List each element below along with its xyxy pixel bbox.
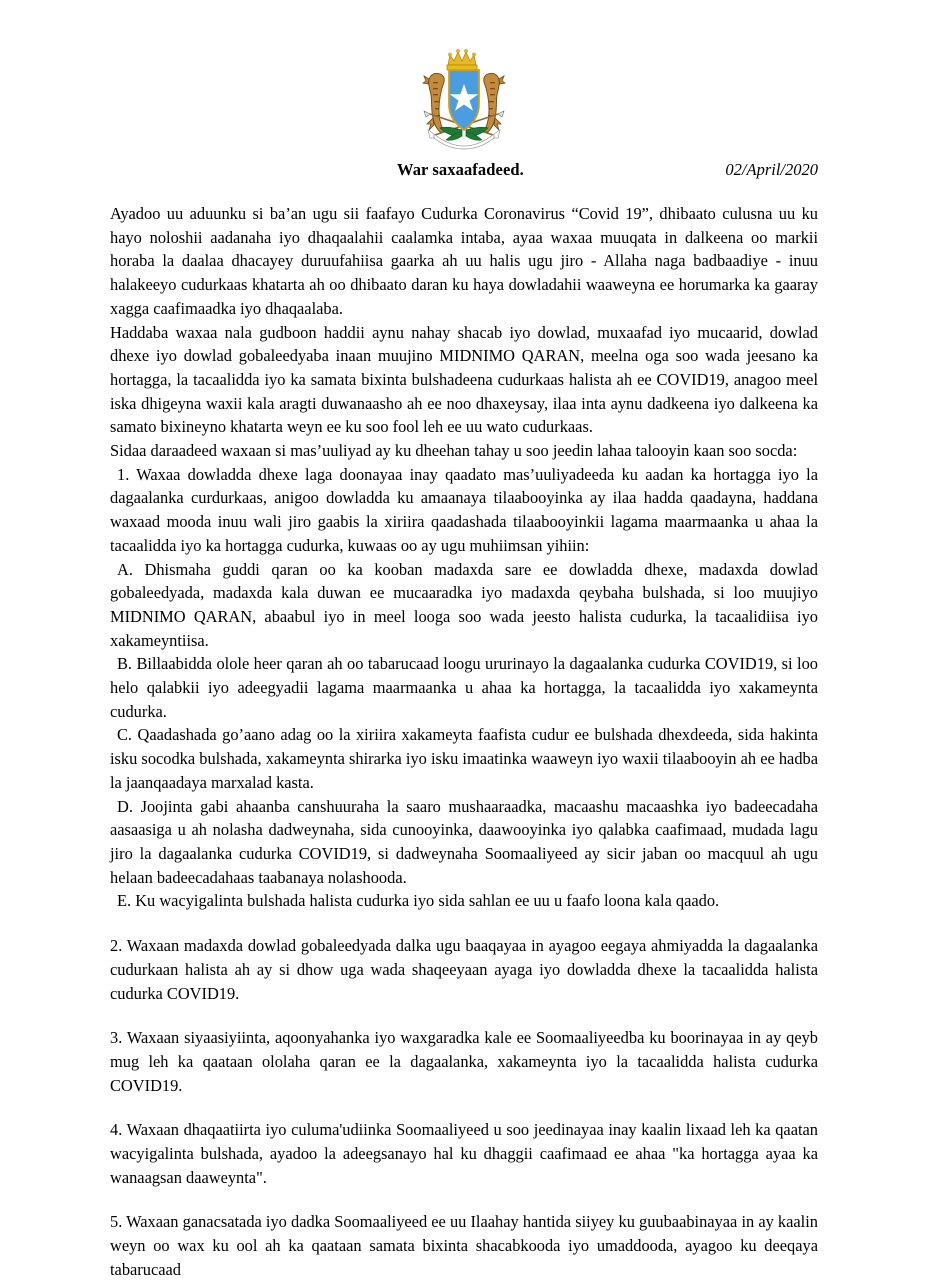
- left-leopard-icon: [423, 73, 444, 132]
- document-body: [110, 202, 818, 1282]
- paragraph-item-5: 5. Waxaan ganacsatada iyo dadka Soomaaliyeed ee uu Ilaahay hantida siiyey ku guubaabinayaa in ay kaalin weyn oo wax ku ool ah ka qaataan samata bixinta shacabkooda iyo umaddooda, ayagoo ku deeqaya tabarucaad: [110, 1212, 818, 1279]
- somalia-coat-of-arms-icon: [404, 46, 524, 150]
- shield-icon: [449, 70, 479, 130]
- crown-icon: [447, 49, 477, 70]
- paragraph-item-1: 1. Waxaa dowladda dhexe laga doonayaa inay qaadato mas’uuliyadeeda ku aadan ka hortagga iyo la dagaalanka curdurkaas, anigoo dowladda ku amaanaya tilaabooyinka ay ilaa hadda qaadayna, haddana waxaad mooda inuu wali jiro gaabis la xiriira qaadashada tilaabooyinkii lagama maarmaanka u ahaa la tacaalidda iyo ka hortagga cudurka, kuwaas oo ay ugu muhiimsan yihiin:: [110, 464, 818, 555]
- emblem-container: [0, 0, 928, 150]
- ribbon-icon: [428, 130, 500, 149]
- paragraph-intro-2: Haddaba waxaa nala gudboon haddii aynu nahay shacab iyo dowlad, muxaafad iyo mucaarid, dowlad dhexe iyo dowlad gobaleedyaba inaan muujino MIDNIMO QARAN, meelna oga soo wada jeesano ka hortagga, la tacaalidda iyo ka samata bixinta bulshadeena cudurkaas halista ah ee COVID19, anagoo meel iska dhigeyna waxii kala aragti duwanaasho ah ee noo dhaxeysay, ilaa inta aynu dadkeena iyo dalkeena ka samato bixineyno khatarta weyn ee ku soo fool leh ee uu wato cudurkaas.: [110, 322, 818, 437]
- page-title: War saxaafadeed.: [397, 160, 524, 179]
- paragraph-item-1b: B. Billaabidda olole heer qaran ah oo tabarucaad loogu ururinayo la dagaalanka cudurka COVID19, si loo helo qalabkii iyo adeegyadii lagama maarmaanka u ahaa ka hortagga, la tacaalidda iyo xakameynta cudurka.: [110, 654, 818, 721]
- paragraph-item-1c: C. Qaadashada go’aano adag oo la xiriira xakameyta faafista cudur ee bulshada dhexdeeda, sida hakinta isku socodka bulshada, xakameynta shirarka iyo isku imaatinka waaweyn iyo waxii tilaabooyin ah ee hadba la jaanqaadaya marxalad kasta.: [110, 725, 818, 792]
- paragraph-item-4: 4. Waxaan dhaqaatiirta iyo culuma'udiinka Soomaaliyeed u soo jeedinayaa inay kaalin lixaad leh ka qaatan wacyigalinta bulshada, ayadoo la adeegsanayo hal ku dhaggii caafimaad ee ahaa "ka hortagga ayaa ka wanaagsan daaweynta".: [110, 1120, 818, 1187]
- paragraph-item-2: 2. Waxaan madaxda dowlad gobaleedyada dalka ugu baaqayaa in ayagoo eegaya ahmiyadda la dagaalanka cudurkaan halista ah ay si dhow uga wada shaqeeyaan ayaga iyo dowladda dhexe la tacaalidda halista cudurka COVID19.: [110, 936, 818, 1003]
- paragraph-intro-1: Ayadoo uu aduunku si ba’an ugu sii faafayo Cudurka Coronavirus “Covid 19”, dhibaato culusna uu ku hayo noloshii aadanaha iyo dhaqaalahii caalamka intaba, ayaa waxaa muuqata in dalkeena oo markii horaba la daalaa dhacayey duruufahiisa gaarka ah uu halis ugu jiro - Allaha naga badbaadiye - inuu halakeeyo cudurkaas khatarta ah oo dhibaato daran ku haya dowladahii waaweyna ee horumarka ka gaaray xagga caafimaadka iyo dhaqaalaba.: [110, 204, 818, 318]
- paragraph-item-3: 3. Waxaan siyaasiyiinta, aqoonyahanka iyo waxgaradka kale ee Soomaaliyeedba ku boorinayaa in ay qeyb mug leh ka qaataan ololaha qaran ee la dagaalanka, xakameynta iyo la tacaalidda halista cudurka COVID19.: [110, 1028, 818, 1095]
- paragraph-item-1e: E. Ku wacyigalinta bulshada halista cudurka iyo sida sahlan ee uu u faafo loona kala qaado.: [117, 891, 720, 911]
- paragraph-item-1d: D. Joojinta gabi ahaanba canshuuraha la saaro mushaaraadka, macaashu macaashka iyo badeecadaha aasaasiga u ah nolasha dadweynaha, sida cunooyinka, daawooyinka iyo qalabka caafimaad, mudada lagu jiro la dagaalanka cudurka COVID19, si dadweynaha Soomaaliyeed ay sicir jaban oo macquul ah ugu helaan badeecadahaas taabanaya nolashooda.: [110, 796, 818, 887]
- document-header: [110, 160, 818, 186]
- document-date: 02/April/2020: [725, 160, 818, 179]
- right-leopard-icon: [484, 73, 505, 132]
- paragraph-item-1a: A. Dhismaha guddi qaran oo ka kooban madaxda sare ee dowladda dhexe, madaxda dowlad gobaleedyada, madaxda kala duwan ee mucaaradka iyo madaxda qeybaha bulshada, si loo muujiyo MIDNIMO QARAN, abaabul iyo in meel looga soo wada jeesto halista cudurka, la tacaalidiisa iyo xakameyntiisa.: [110, 559, 818, 650]
- paragraph-intro-3: Sidaa daraadeed waxaan si mas’uuliyad ay ku dheehan tahay u soo jeedin lahaa talooyin kaan soo socda:: [110, 441, 798, 461]
